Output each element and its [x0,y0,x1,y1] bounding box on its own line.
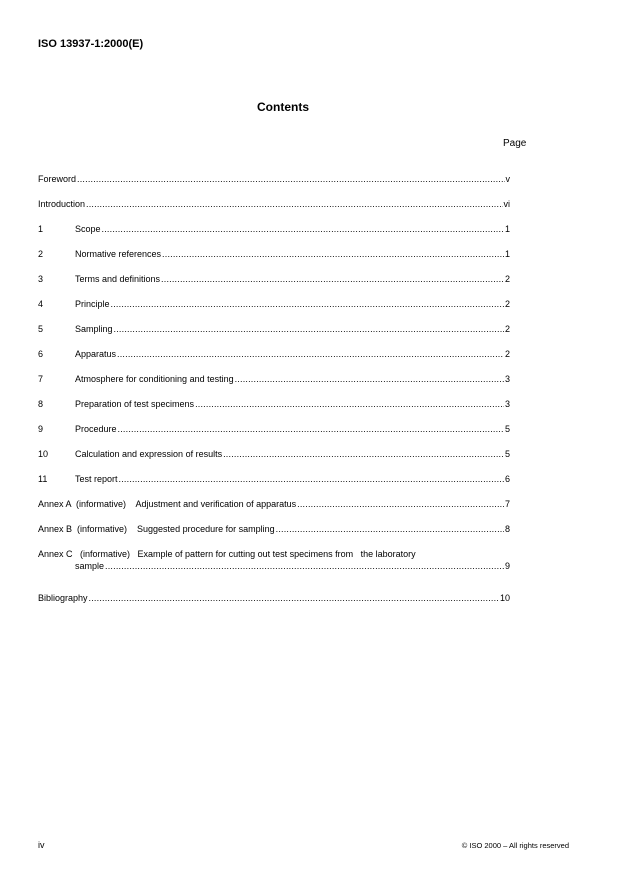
toc-entry-procedure[interactable] [38,424,510,449]
toc-leader [235,374,504,384]
toc-section-number: 8 [38,399,44,409]
toc-label: Calculation and expression of results [75,449,223,459]
toc-label: Introduction [38,199,86,209]
toc-leader [161,274,504,284]
toc-leader [297,499,504,509]
toc-section-number: 3 [38,274,44,284]
toc-page-number: 5 [504,449,510,459]
toc-section-number: 11 [38,474,48,484]
toc-label: Annex C (informative) Example of pattern for cutting out test specimens from the laboratory [38,549,416,559]
toc-section-number: 4 [38,299,44,309]
toc-page-number: v [505,174,510,184]
toc-section-number: 6 [38,349,44,359]
toc-label: Preparation of test specimens [75,399,195,409]
toc-page-number: 8 [504,524,510,534]
toc-page-number: 7 [504,499,510,509]
document-id: ISO 13937-1:2000(E) [38,38,144,50]
toc-label: Terms and definitions [75,274,161,284]
toc-section-number: 9 [38,424,44,434]
toc-page-number: vi [503,199,510,209]
toc-leader [276,524,504,534]
toc-page-number: 1 [504,224,510,234]
toc-label: Foreword [38,174,77,184]
toc-entry-foreword[interactable] [38,174,510,199]
toc-entry-calculation[interactable] [38,449,510,474]
toc-entry-test-report[interactable] [38,474,510,499]
toc-label: Apparatus [75,349,117,359]
toc-label: Procedure [75,424,117,434]
page-title: Contents [257,100,309,114]
toc-leader [114,324,504,334]
toc-entry-preparation[interactable] [38,399,510,424]
toc-entry-annex-b[interactable] [38,524,510,549]
toc-entry-scope[interactable] [38,224,510,249]
toc-leader [89,593,499,603]
toc-page-number: 2 [504,299,510,309]
toc-page-number: 5 [504,424,510,434]
toc-page-number: 2 [504,349,510,359]
toc-label: Normative references [75,249,162,259]
toc-leader [105,561,504,571]
toc-section-number: 7 [38,374,44,384]
toc-entry-apparatus[interactable] [38,349,510,374]
toc-leader [119,474,504,484]
toc-leader [118,424,504,434]
toc-label: Principle [75,299,110,309]
toc-label: Annex B (informative) Suggested procedure for sampling [38,524,275,534]
footer-page-number: iv [38,840,45,850]
toc-section-number: 2 [38,249,44,259]
toc-page-number: 3 [504,399,510,409]
toc-entry-terms-and-definitions[interactable] [38,274,510,299]
toc-leader [111,299,504,309]
toc-page-number: 3 [504,374,510,384]
toc-label: Scope [75,224,101,234]
toc-entry-principle[interactable] [38,299,510,324]
toc-page-number: 10 [499,593,510,603]
toc-entry-annex-c[interactable] [38,549,510,593]
page-column-label: Page [503,138,527,149]
toc-label: Sampling [75,324,113,334]
toc-leader [102,224,504,234]
toc-page-number: 6 [504,474,510,484]
toc-entry-normative-references[interactable] [38,249,510,274]
toc-page-number: 9 [504,561,510,571]
toc-leader [77,174,504,184]
table-of-contents [38,174,510,618]
toc-entry-atmosphere[interactable] [38,374,510,399]
toc-page-number: 2 [504,274,510,284]
toc-leader [162,249,504,259]
toc-label: Atmosphere for conditioning and testing [75,374,234,384]
toc-entry-introduction[interactable] [38,199,510,224]
toc-label: Bibliography [38,593,88,603]
toc-entry-bibliography[interactable] [38,593,510,618]
toc-entry-annex-a[interactable] [38,499,510,524]
toc-section-number: 1 [38,224,44,234]
toc-entry-sampling[interactable] [38,324,510,349]
toc-leader [117,349,504,359]
toc-page-number: 1 [504,249,510,259]
toc-leader [86,199,502,209]
toc-leader [223,449,504,459]
footer-copyright: © ISO 2000 – All rights reserved [461,841,569,850]
toc-section-number: 10 [38,449,49,459]
toc-label: Test report [75,474,118,484]
toc-label: Annex A (informative) Adjustment and verification of apparatus [38,499,297,509]
toc-page-number: 2 [504,324,510,334]
toc-section-number: 5 [38,324,44,334]
toc-leader [195,399,504,409]
toc-label-continuation: sample [75,561,105,571]
